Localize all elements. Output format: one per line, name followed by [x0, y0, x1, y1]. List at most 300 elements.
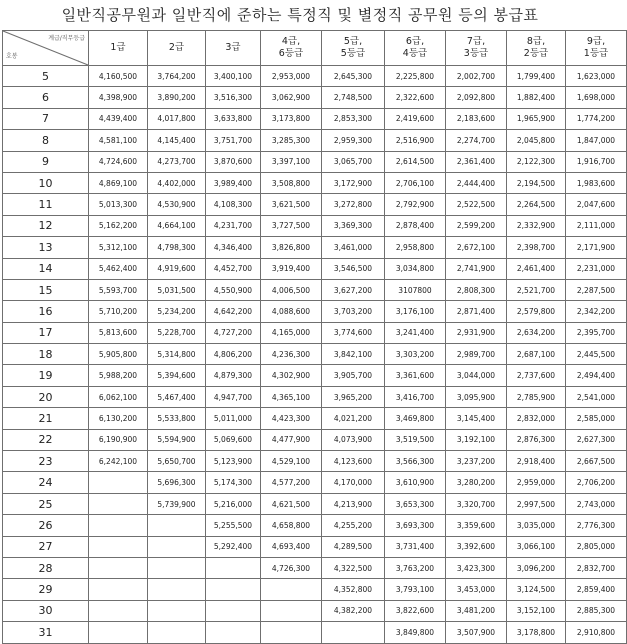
salary-cell: 4,664,100 [148, 215, 206, 236]
salary-cell: 2,792,900 [385, 194, 446, 215]
salary-cell: 2,627,300 [566, 429, 627, 450]
salary-cell: 3,173,800 [261, 108, 322, 129]
step-cell: 8 [3, 130, 89, 151]
grade-header-line: 3등급 [463, 48, 489, 59]
salary-cell: 2,871,400 [446, 301, 507, 322]
salary-cell: 5,533,800 [148, 408, 206, 429]
table-row [3, 279, 627, 300]
salary-cell: 3,508,800 [261, 172, 322, 193]
salary-cell: 4,382,200 [322, 600, 385, 621]
salary-cell: 4,423,300 [261, 408, 322, 429]
grade-header-cell [566, 31, 627, 66]
salary-cell [89, 515, 148, 536]
salary-cell: 5,255,500 [206, 515, 261, 536]
salary-cell: 3,905,700 [322, 365, 385, 386]
salary-cell: 3,369,300 [322, 215, 385, 236]
salary-cell: 4,439,400 [89, 108, 148, 129]
salary-cell: 3,397,100 [261, 151, 322, 172]
salary-cell: 3,461,000 [322, 237, 385, 258]
salary-cell [89, 557, 148, 578]
salary-cell [89, 600, 148, 621]
step-cell: 24 [3, 472, 89, 493]
salary-cell: 4,073,900 [322, 429, 385, 450]
salary-cell: 5,710,200 [89, 301, 148, 322]
salary-cell: 2,853,300 [322, 108, 385, 129]
salary-cell: 3,172,900 [322, 172, 385, 193]
salary-cell: 3,285,300 [261, 130, 322, 151]
table-row [3, 386, 627, 407]
salary-cell: 6,190,900 [89, 429, 148, 450]
salary-cell: 3,423,300 [446, 557, 507, 578]
salary-cell: 2,287,500 [566, 279, 627, 300]
salary-cell: 3,066,100 [507, 536, 566, 557]
salary-cell: 2,959,000 [507, 472, 566, 493]
salary-cell [89, 472, 148, 493]
salary-cell: 2,743,000 [566, 493, 627, 514]
salary-cell: 4,255,200 [322, 515, 385, 536]
salary-cell: 2,231,000 [566, 258, 627, 279]
salary-cell: 5,011,000 [206, 408, 261, 429]
step-cell: 22 [3, 429, 89, 450]
salary-cell [148, 622, 206, 643]
salary-cell: 4,529,100 [261, 451, 322, 472]
salary-cell: 4,123,600 [322, 451, 385, 472]
salary-cell: 1,965,900 [507, 108, 566, 129]
salary-cell: 3,870,600 [206, 151, 261, 172]
step-cell: 9 [3, 151, 89, 172]
salary-cell: 4,145,400 [148, 130, 206, 151]
grade-header-line: 1급 [110, 42, 126, 53]
salary-cell: 3,237,200 [446, 451, 507, 472]
salary-cell: 2,122,300 [507, 151, 566, 172]
salary-cell: 3,096,200 [507, 557, 566, 578]
salary-cell: 5,594,900 [148, 429, 206, 450]
salary-cell: 3,693,300 [385, 515, 446, 536]
salary-cell: 4,642,200 [206, 301, 261, 322]
table-body [3, 66, 627, 644]
step-cell: 10 [3, 172, 89, 193]
step-cell: 20 [3, 386, 89, 407]
salary-cell: 3,359,600 [446, 515, 507, 536]
grade-header-line: 8급, [526, 36, 546, 47]
salary-cell: 3,965,200 [322, 386, 385, 407]
salary-cell: 5,234,200 [148, 301, 206, 322]
grade-header-line: 9급, [586, 36, 606, 47]
salary-cell: 2,634,200 [507, 322, 566, 343]
table-row [3, 493, 627, 514]
salary-cell: 1,847,000 [566, 130, 627, 151]
salary-cell: 5,292,400 [206, 536, 261, 557]
salary-cell: 4,693,400 [261, 536, 322, 557]
salary-cell: 3,731,400 [385, 536, 446, 557]
salary-cell: 2,959,300 [322, 130, 385, 151]
salary-cell: 2,687,100 [507, 344, 566, 365]
table-row [3, 194, 627, 215]
salary-cell: 4,879,300 [206, 365, 261, 386]
salary-cell: 2,614,500 [385, 151, 446, 172]
salary-cell: 2,111,000 [566, 215, 627, 236]
salary-cell: 2,541,000 [566, 386, 627, 407]
step-cell: 30 [3, 600, 89, 621]
salary-cell: 3,192,100 [446, 429, 507, 450]
step-cell: 16 [3, 301, 89, 322]
salary-cell: 1,799,400 [507, 66, 566, 87]
salary-cell: 5,312,100 [89, 237, 148, 258]
salary-cell [89, 536, 148, 557]
salary-cell: 3,176,100 [385, 301, 446, 322]
salary-cell: 3,453,000 [446, 579, 507, 600]
salary-cell: 3,764,200 [148, 66, 206, 87]
salary-cell: 4,806,200 [206, 344, 261, 365]
salary-cell: 3,280,200 [446, 472, 507, 493]
salary-cell: 6,242,100 [89, 451, 148, 472]
salary-cell [148, 557, 206, 578]
salary-cell: 3,095,900 [446, 386, 507, 407]
salary-cell: 5,650,700 [148, 451, 206, 472]
salary-cell: 2,332,900 [507, 215, 566, 236]
salary-cell: 2,878,400 [385, 215, 446, 236]
salary-cell: 3,065,700 [322, 151, 385, 172]
step-cell: 14 [3, 258, 89, 279]
grade-header-line: 7급, [466, 36, 486, 47]
grade-header-line: 5급, [343, 36, 363, 47]
grade-header-cell [446, 31, 507, 66]
salary-cell: 2,989,700 [446, 344, 507, 365]
table-row [3, 472, 627, 493]
step-cell: 11 [3, 194, 89, 215]
table-row [3, 365, 627, 386]
salary-cell: 3,303,200 [385, 344, 446, 365]
salary-cell: 4,302,900 [261, 365, 322, 386]
salary-cell: 2,706,200 [566, 472, 627, 493]
salary-cell: 2,741,900 [446, 258, 507, 279]
salary-cell: 5,314,800 [148, 344, 206, 365]
salary-cell: 5,162,200 [89, 215, 148, 236]
salary-cell: 2,737,600 [507, 365, 566, 386]
salary-cell: 4,236,300 [261, 344, 322, 365]
salary-cell: 4,724,600 [89, 151, 148, 172]
salary-cell: 4,621,500 [261, 493, 322, 514]
salary-cell: 3,774,600 [322, 322, 385, 343]
step-cell: 31 [3, 622, 89, 643]
salary-cell: 2,859,400 [566, 579, 627, 600]
salary-cell: 5,216,000 [206, 493, 261, 514]
salary-cell: 5,069,600 [206, 429, 261, 450]
salary-cell: 4,170,000 [322, 472, 385, 493]
corner-grade-label: 계급/직무등급 [48, 35, 85, 42]
salary-cell: 4,398,900 [89, 87, 148, 108]
step-cell: 29 [3, 579, 89, 600]
salary-cell: 3,566,300 [385, 451, 446, 472]
salary-cell: 3,546,500 [322, 258, 385, 279]
salary-cell: 5,696,300 [148, 472, 206, 493]
salary-cell: 1,882,400 [507, 87, 566, 108]
salary-cell: 3,062,900 [261, 87, 322, 108]
salary-cell: 2,953,000 [261, 66, 322, 87]
salary-cell: 3,610,900 [385, 472, 446, 493]
table-row [3, 536, 627, 557]
salary-cell: 2,918,400 [507, 451, 566, 472]
salary-cell [261, 600, 322, 621]
salary-cell: 3,320,700 [446, 493, 507, 514]
salary-cell: 4,365,100 [261, 386, 322, 407]
salary-cell: 4,577,200 [261, 472, 322, 493]
salary-cell: 2,522,500 [446, 194, 507, 215]
grade-header-cell [385, 31, 446, 66]
salary-cell: 2,444,400 [446, 172, 507, 193]
salary-cell [322, 622, 385, 643]
table-row [3, 130, 627, 151]
grade-header-line: 2등급 [523, 48, 549, 59]
header-row [3, 31, 627, 66]
table-row [3, 215, 627, 236]
salary-cell: 2,225,800 [385, 66, 446, 87]
salary-cell: 2,672,100 [446, 237, 507, 258]
salary-cell: 5,228,700 [148, 322, 206, 343]
grade-header-line: 2급 [168, 42, 185, 53]
salary-cell [206, 622, 261, 643]
salary-cell: 3,519,500 [385, 429, 446, 450]
salary-cell: 3,361,600 [385, 365, 446, 386]
step-cell: 21 [3, 408, 89, 429]
table-row [3, 600, 627, 621]
salary-cell: 4,726,300 [261, 557, 322, 578]
salary-cell: 4,021,200 [322, 408, 385, 429]
salary-cell: 3,653,300 [385, 493, 446, 514]
salary-cell [261, 579, 322, 600]
step-cell: 26 [3, 515, 89, 536]
salary-cell: 3,516,300 [206, 87, 261, 108]
salary-cell: 3,145,400 [446, 408, 507, 429]
salary-cell [206, 557, 261, 578]
salary-cell: 5,988,200 [89, 365, 148, 386]
salary-cell: 1,774,200 [566, 108, 627, 129]
salary-cell: 3,727,500 [261, 215, 322, 236]
salary-cell [206, 579, 261, 600]
salary-cell: 4,346,400 [206, 237, 261, 258]
salary-cell: 3,842,100 [322, 344, 385, 365]
grade-header-line: 4등급 [402, 48, 428, 59]
salary-cell: 2,322,600 [385, 87, 446, 108]
salary-cell: 4,727,200 [206, 322, 261, 343]
salary-cell: 3,507,900 [446, 622, 507, 643]
grade-header-cell [261, 31, 322, 66]
salary-cell: 2,776,300 [566, 515, 627, 536]
salary-cell: 4,160,500 [89, 66, 148, 87]
salary-cell: 3,152,100 [507, 600, 566, 621]
salary-cell: 3,416,700 [385, 386, 446, 407]
salary-cell: 2,092,800 [446, 87, 507, 108]
salary-cell: 5,813,600 [89, 322, 148, 343]
salary-cell: 4,017,800 [148, 108, 206, 129]
salary-cell: 2,645,300 [322, 66, 385, 87]
salary-cell: 4,352,800 [322, 579, 385, 600]
salary-cell: 3,178,800 [507, 622, 566, 643]
table-row [3, 66, 627, 87]
salary-cell: 3,703,200 [322, 301, 385, 322]
salary-cell: 3,272,800 [322, 194, 385, 215]
step-cell: 15 [3, 279, 89, 300]
salary-cell: 2,785,900 [507, 386, 566, 407]
salary-cell: 2,342,200 [566, 301, 627, 322]
salary-cell: 4,006,500 [261, 279, 322, 300]
salary-cell: 5,739,900 [148, 493, 206, 514]
salary-cell: 5,593,700 [89, 279, 148, 300]
table-row [3, 344, 627, 365]
salary-cell: 4,231,700 [206, 215, 261, 236]
salary-cell [148, 600, 206, 621]
table-row [3, 579, 627, 600]
salary-cell: 3,481,200 [446, 600, 507, 621]
step-cell: 28 [3, 557, 89, 578]
table-row [3, 108, 627, 129]
salary-cell: 5,467,400 [148, 386, 206, 407]
salary-cell: 2,958,800 [385, 237, 446, 258]
step-cell: 25 [3, 493, 89, 514]
salary-cell: 2,585,000 [566, 408, 627, 429]
salary-cell: 2,398,700 [507, 237, 566, 258]
salary-cell: 3,241,400 [385, 322, 446, 343]
salary-cell: 3,621,500 [261, 194, 322, 215]
table-row [3, 451, 627, 472]
salary-cell: 4,088,600 [261, 301, 322, 322]
salary-cell: 2,047,600 [566, 194, 627, 215]
salary-cell: 2,045,800 [507, 130, 566, 151]
salary-cell [89, 622, 148, 643]
step-cell: 27 [3, 536, 89, 557]
salary-cell: 2,002,700 [446, 66, 507, 87]
step-cell: 19 [3, 365, 89, 386]
salary-cell: 5,123,900 [206, 451, 261, 472]
step-cell: 5 [3, 66, 89, 87]
table-title: 일반직공무원과 일반직에 준하는 특정직 및 별정직 공무원 등의 봉급표 [61, 6, 539, 24]
salary-cell: 2,805,000 [566, 536, 627, 557]
salary-cell [206, 600, 261, 621]
salary-cell [148, 536, 206, 557]
salary-cell: 3,633,800 [206, 108, 261, 129]
salary-cell: 5,394,600 [148, 365, 206, 386]
salary-cell: 2,171,900 [566, 237, 627, 258]
salary-cell: 2,461,400 [507, 258, 566, 279]
salary-cell: 3,793,100 [385, 579, 446, 600]
salary-cell: 2,445,500 [566, 344, 627, 365]
salary-cell: 1,623,000 [566, 66, 627, 87]
salary-cell: 3,822,600 [385, 600, 446, 621]
salary-cell: 3,469,800 [385, 408, 446, 429]
salary-cell: 2,832,000 [507, 408, 566, 429]
step-cell: 6 [3, 87, 89, 108]
salary-cell: 2,516,900 [385, 130, 446, 151]
salary-cell: 2,274,700 [446, 130, 507, 151]
salary-cell: 5,031,500 [148, 279, 206, 300]
salary-cell: 2,885,300 [566, 600, 627, 621]
step-cell: 18 [3, 344, 89, 365]
salary-cell: 4,658,800 [261, 515, 322, 536]
salary-cell: 3,044,000 [446, 365, 507, 386]
table-row [3, 151, 627, 172]
salary-cell: 2,931,900 [446, 322, 507, 343]
salary-cell: 2,264,500 [507, 194, 566, 215]
grade-header-cell [148, 31, 206, 66]
salary-cell [89, 579, 148, 600]
salary-cell: 4,581,100 [89, 130, 148, 151]
grade-header-cell [322, 31, 385, 66]
grade-header-line: 4급, [281, 36, 301, 47]
salary-cell: 2,194,500 [507, 172, 566, 193]
grade-header-line: 6등급 [278, 48, 304, 59]
salary-cell [148, 579, 206, 600]
salary-cell: 3107800 [385, 279, 446, 300]
table-row [3, 172, 627, 193]
salary-cell: 1,698,000 [566, 87, 627, 108]
salary-cell: 3,890,200 [148, 87, 206, 108]
table-row [3, 301, 627, 322]
salary-cell [148, 515, 206, 536]
salary-cell: 2,832,700 [566, 557, 627, 578]
salary-cell: 1,983,600 [566, 172, 627, 193]
table-row [3, 408, 627, 429]
table-row [3, 258, 627, 279]
salary-cell: 4,919,600 [148, 258, 206, 279]
grade-header-line: 1등급 [583, 48, 609, 59]
salary-cell: 4,550,900 [206, 279, 261, 300]
salary-cell: 4,477,900 [261, 429, 322, 450]
table-row [3, 87, 627, 108]
table-row [3, 322, 627, 343]
grade-header-cell [89, 31, 148, 66]
salary-cell [89, 493, 148, 514]
salary-cell: 5,905,800 [89, 344, 148, 365]
table-row [3, 557, 627, 578]
step-cell: 23 [3, 451, 89, 472]
salary-cell: 2,808,300 [446, 279, 507, 300]
salary-cell [261, 622, 322, 643]
salary-cell: 2,910,800 [566, 622, 627, 643]
salary-table [2, 30, 627, 644]
salary-cell: 4,452,700 [206, 258, 261, 279]
grade-header-line: 6급, [405, 36, 425, 47]
grade-header-cell [206, 31, 261, 66]
salary-cell: 4,273,700 [148, 151, 206, 172]
step-cell: 7 [3, 108, 89, 129]
table-row [3, 622, 627, 643]
salary-cell: 3,034,800 [385, 258, 446, 279]
salary-cell: 6,130,200 [89, 408, 148, 429]
salary-cell: 3,763,200 [385, 557, 446, 578]
salary-cell: 3,826,800 [261, 237, 322, 258]
salary-cell: 5,174,300 [206, 472, 261, 493]
salary-cell: 3,400,100 [206, 66, 261, 87]
salary-cell: 4,947,700 [206, 386, 261, 407]
grade-header-line: 3급 [225, 42, 241, 53]
corner-step-label: 호봉 [6, 53, 18, 60]
salary-cell: 3,989,400 [206, 172, 261, 193]
salary-cell: 2,599,200 [446, 215, 507, 236]
salary-cell: 3,919,400 [261, 258, 322, 279]
salary-cell: 2,667,500 [566, 451, 627, 472]
salary-cell: 4,530,900 [148, 194, 206, 215]
corner-header-cell [3, 31, 89, 66]
table-row [3, 237, 627, 258]
salary-cell: 3,392,600 [446, 536, 507, 557]
grade-header-line: 5등급 [340, 48, 366, 59]
salary-cell: 2,395,700 [566, 322, 627, 343]
salary-cell: 4,108,300 [206, 194, 261, 215]
step-cell: 12 [3, 215, 89, 236]
salary-cell: 3,751,700 [206, 130, 261, 151]
salary-cell: 2,361,400 [446, 151, 507, 172]
salary-cell: 3,849,800 [385, 622, 446, 643]
